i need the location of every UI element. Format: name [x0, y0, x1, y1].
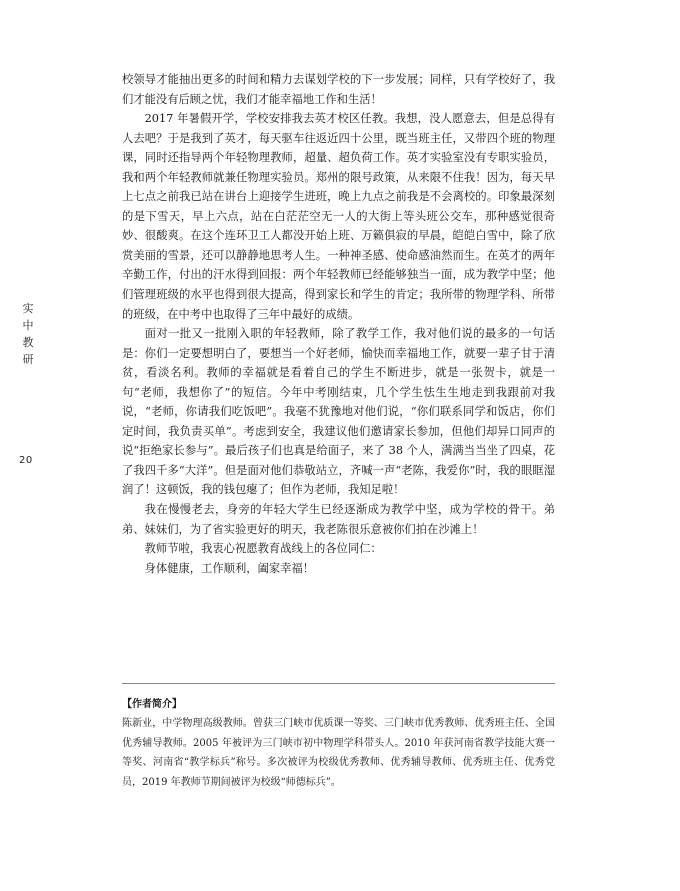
- article-paragraph: 身体健康，工作顺利，阖家幸福！: [144, 561, 315, 575]
- article-body: [122, 70, 555, 578]
- side-label-char: 实: [22, 302, 34, 315]
- section-divider: [122, 683, 555, 684]
- author-bio-heading: 【作者简介】: [122, 699, 182, 710]
- page-number: 20: [19, 455, 33, 466]
- side-label-char: 研: [22, 353, 34, 366]
- section-side-label: [21, 300, 35, 368]
- article-paragraph: 教师节啦，我衷心祝愿教育战线上的各位同仁：: [144, 542, 382, 556]
- side-label-char: 中: [22, 319, 34, 332]
- author-bio-text: 陈新业，中学物理高级教师。曾获三门峡市优质课一等奖、三门峡市优秀教师、优秀班主任、全国优秀辅导教师。2005 年被评为三门峡市初中物理学科带头人。2010 年获河南省教学技能大赛一等奖、河南省“教学标兵”称号。多次被评为校级优秀教师、优秀辅导教师、优秀班主任、优秀党员，2019 年教师节期间被评为校级“师德标兵”。: [122, 718, 555, 788]
- author-bio: [122, 695, 555, 792]
- article-paragraph: 我在慢慢老去，身旁的年轻大学生已经逐渐成为教学中坚，成为学校的骨干。弟弟、妹妹们，为了省实验更好的明天，我老陈很乐意被你们拍在沙滩上！: [122, 503, 555, 536]
- side-label-char: 教: [22, 336, 34, 349]
- article-paragraph: 面对一批又一批刚入职的年轻教师，除了教学工作，我对他们说的最多的一句话是：你们一定要想明白了，要想当一个好老师，愉快而幸福地工作，就要一辈子甘于清贫，看淡名利。教师的幸福就是看着自己的学生不断进步，就是一张贺卡，就是一句“老师，我想你了”的短信。今年中考刚结束，几个学生怯生生地走到我跟前对我说，“老师，你请我们吃饭吧”。我毫不犹豫地对他们说，“你们联系同学和饭店，你们定时间，我负责买单”。考虑到安全，我建议他们邀请家长参加，但他们却异口同声的说“拒绝家长参与”。最后孩子们也真是给面子，来了 38 个人，满满当当坐了四桌，花了我四千多“大洋”。但是面对他们恭敬站立，齐喊一声“老陈，我爱你”时，我的眼眶湿润了！这顿饭，我的钱包瘪了；但作为老师，我知足啦！: [122, 327, 555, 497]
- article-paragraph: 校领导才能抽出更多的时间和精力去谋划学校的下一步发展；同样，只有学校好了，我们才能没有后顾之忧，我们才能幸福地工作和生活！: [122, 73, 555, 106]
- article-paragraph: 2017 年暑假开学，学校安排我去英才校区任教。我想，没人愿意去，但是总得有人去吧？于是我到了英才，每天驱车往返近四十公里，既当班主任，又带四个班的物理课，同时还指导两个年轻物理教师，超量、超负荷工作。英才实验室没有专职实验员，我和两个年轻教师就兼任物理实验员。郑州的限号政策，从来限不住我！因为，每天早上七点之前我已站在讲台上迎接学生进班，晚上九点之前我是不会离校的。印象最深刻的是下雪天，早上六点，站在白茫茫空无一人的大街上等头班公交车，那种感觉很奇妙、很酸爽。在这个连环卫工人都没开始上班、万籁俱寂的早晨，皑皑白雪中，除了欣赏美丽的雪景，还可以静静地思考人生。一种神圣感、使命感油然而生。在英才的两年辛勤工作，付出的汗水得到回报：两个年轻教师已经能够独当一面，成为教学中坚；他们管理班级的水平也得到很大提高，得到家长和学生的肯定；我所带的物理学科、所带的班级，在中考中也取得了三年中最好的成绩。: [122, 112, 555, 321]
